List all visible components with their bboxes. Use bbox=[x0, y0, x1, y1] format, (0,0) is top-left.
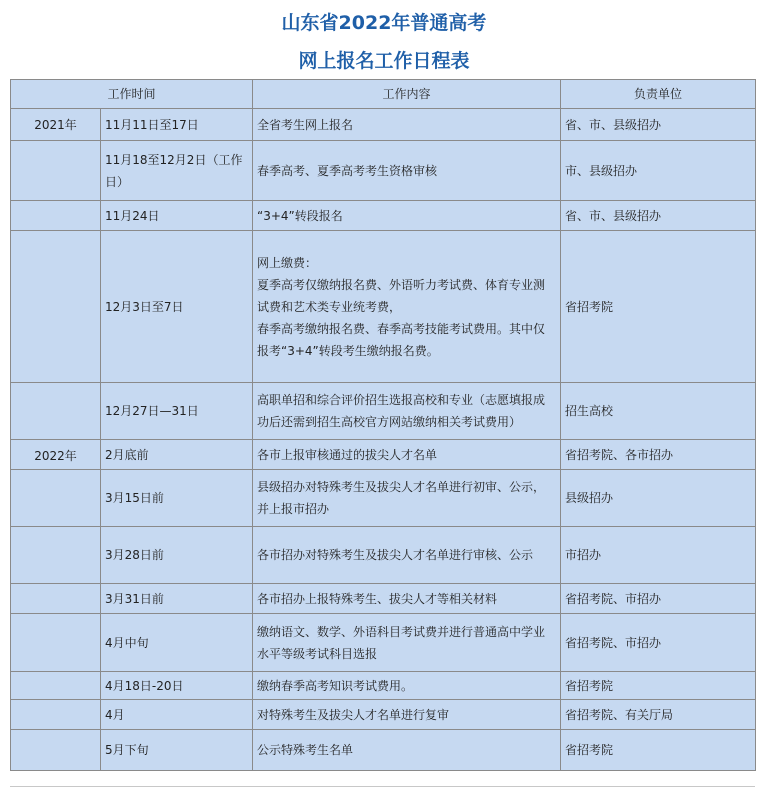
unit-cell: 省招考院 bbox=[561, 231, 756, 383]
table-row bbox=[11, 700, 756, 730]
time-cell: 11月18至12月2日（工作日） bbox=[101, 141, 253, 201]
content-cell: 县级招办对特殊考生及拔尖人才名单进行初审、公示，并上报市招办 bbox=[253, 470, 561, 527]
content-line: 春季高考缴纳报名费、春季高考技能考试费用。其中仅报考“3+4”转段考生缴纳报名费。 bbox=[257, 321, 546, 358]
table-row bbox=[11, 527, 756, 584]
unit-cell: 市、县级招办 bbox=[561, 141, 756, 201]
unit-cell: 省招考院、市招办 bbox=[561, 614, 756, 672]
year-cell bbox=[11, 470, 101, 527]
unit-cell: 县级招办 bbox=[561, 470, 756, 527]
content-cell: 春季高考、夏季高考考生资格审核 bbox=[253, 141, 561, 201]
time-cell: 4月 bbox=[101, 700, 253, 730]
header-responsible-unit: 负责单位 bbox=[561, 80, 756, 109]
content-cell: 对特殊考生及拔尖人才名单进行复审 bbox=[253, 700, 561, 730]
year-cell bbox=[11, 141, 101, 201]
content-cell: 各市招办上报特殊考生、拔尖人才等相关材料 bbox=[253, 584, 561, 614]
table-row bbox=[11, 231, 756, 383]
unit-cell: 省招考院、各市招办 bbox=[561, 440, 756, 470]
schedule-table bbox=[10, 79, 756, 771]
table-row bbox=[11, 614, 756, 672]
time-cell: 5月下旬 bbox=[101, 730, 253, 771]
content-cell bbox=[253, 231, 561, 383]
time-cell: 3月15日前 bbox=[101, 470, 253, 527]
page-subtitle: 网上报名工作日程表 bbox=[298, 50, 470, 72]
table-header-row bbox=[11, 80, 756, 109]
year-cell bbox=[11, 700, 101, 730]
content-cell: 全省考生网上报名 bbox=[253, 109, 561, 141]
time-cell: 4月18日-20日 bbox=[101, 672, 253, 700]
content-cell: 缴纳春季高考知识考试费用。 bbox=[253, 672, 561, 700]
year-cell bbox=[11, 614, 101, 672]
time-cell: 2月底前 bbox=[101, 440, 253, 470]
page-title: 山东省2022年普通高考 bbox=[281, 12, 487, 34]
unit-cell: 省招考院、有关厅局 bbox=[561, 700, 756, 730]
table-row bbox=[11, 672, 756, 700]
unit-cell: 招生高校 bbox=[561, 383, 756, 440]
time-cell: 11月11日至17日 bbox=[101, 109, 253, 141]
time-cell: 12月3日至7日 bbox=[101, 231, 253, 383]
table-row bbox=[11, 383, 756, 440]
table-row bbox=[11, 109, 756, 141]
time-cell: 3月28日前 bbox=[101, 527, 253, 584]
unit-cell: 省招考院 bbox=[561, 730, 756, 771]
content-cell: 各市招办对特殊考生及拔尖人才名单进行审核、公示 bbox=[253, 527, 561, 584]
year-cell bbox=[11, 672, 101, 700]
time-cell: 4月中旬 bbox=[101, 614, 253, 672]
content-cell: 缴纳语文、数学、外语科目考试费并进行普通高中学业水平等级考试科目选报 bbox=[253, 614, 561, 672]
table-row bbox=[11, 470, 756, 527]
year-cell: 2021年 bbox=[11, 109, 101, 141]
unit-cell: 省招考院、市招办 bbox=[561, 584, 756, 614]
content-cell: 高职单招和综合评价招生选报高校和专业（志愿填报成功后还需到招生高校官方网站缴纳相关考试费用） bbox=[253, 383, 561, 440]
table-row bbox=[11, 584, 756, 614]
unit-cell: 省招考院 bbox=[561, 672, 756, 700]
unit-cell: 市招办 bbox=[561, 527, 756, 584]
year-cell bbox=[11, 201, 101, 231]
year-cell bbox=[11, 584, 101, 614]
year-cell bbox=[11, 730, 101, 771]
table-row bbox=[11, 141, 756, 201]
bottom-divider bbox=[10, 786, 755, 787]
unit-cell: 省、市、县级招办 bbox=[561, 109, 756, 141]
year-cell bbox=[11, 527, 101, 584]
year-cell: 2022年 bbox=[11, 440, 101, 470]
table-row bbox=[11, 730, 756, 771]
unit-cell: 省、市、县级招办 bbox=[561, 201, 756, 231]
time-cell: 11月24日 bbox=[101, 201, 253, 231]
time-cell: 3月31日前 bbox=[101, 584, 253, 614]
content-cell: “3+4”转段报名 bbox=[253, 201, 561, 231]
content-line: 夏季高考仅缴纳报名费、外语听力考试费、体育专业测试费和艺术类专业统考费， bbox=[257, 277, 546, 314]
header-work-time: 工作时间 bbox=[11, 80, 253, 109]
table-row bbox=[11, 440, 756, 470]
time-cell: 12月27日—31日 bbox=[101, 383, 253, 440]
content-line: 网上缴费： bbox=[257, 255, 318, 270]
year-cell bbox=[11, 231, 101, 383]
content-cell: 各市上报审核通过的拔尖人才名单 bbox=[253, 440, 561, 470]
content-cell: 公示特殊考生名单 bbox=[253, 730, 561, 771]
header-work-content: 工作内容 bbox=[253, 80, 561, 109]
table-row bbox=[11, 201, 756, 231]
year-cell bbox=[11, 383, 101, 440]
